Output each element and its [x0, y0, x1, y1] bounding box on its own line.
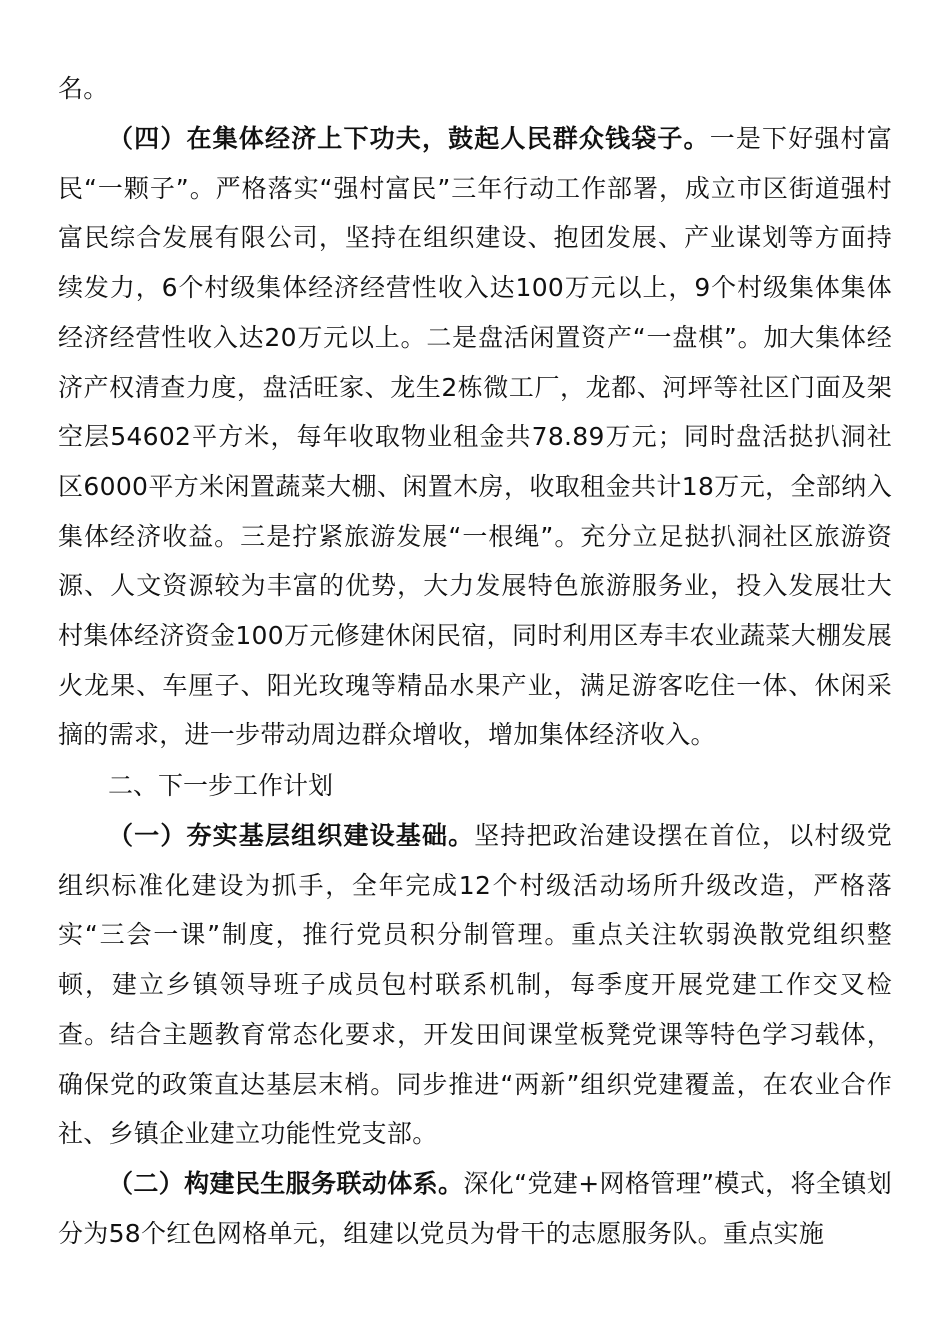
paragraph-body: 一是下好强村富民“一颗子”。严格落实“强村富民”三年行动工作部署，成立市区街道强村富民综合发展有限公司，坚持在组织建设、抱团发展、产业谋划等方面持续发力，6个村级集体经济经营性收入达100万元以上，9个村级集体集体经济经营性收入达20万元以上。二是盘活闲置资产“一盘棋”。加大集体经济产权清查力度，盘活旺家、龙生2栋微工厂，龙都、河坪等社区门面及架空层54602平方米，每年收取物业租金共78.89万元；同时盘活挞扒洞社区6000平方米闲置蔬菜大棚、闲置木房，收取租金共计18万元，全部纳入集体经济收益。三是拧紧旅游发展“一根绳”。充分立足挞扒洞社区旅游资源、人文资源较为丰富的优势，大力发展特色旅游服务业，投入发展壮大村集体经济资金100万元修建休闲民宿，同时利用区寿丰农业蔬菜大棚发展火龙果、车厘子、阳光玫瑰等精品水果产业，满足游客吃住一体、休闲采摘的需求，进一步带动周边群众增收，增加集体经济收入。	[58, 124, 892, 750]
paragraph-livelihood-service	[58, 1159, 892, 1258]
paragraph-text: 名。	[58, 74, 109, 103]
paragraph-grassroots-organization	[58, 811, 892, 1159]
paragraph-title: （一）夯实基层组织建设基础。	[108, 821, 475, 850]
paragraph-body: 深化“党建+网格管理”模式，将全镇划分为58个红色网格单元，组建以党员为骨干的志愿服务队。重点实施	[58, 1169, 892, 1248]
paragraph-continuation	[58, 64, 892, 114]
paragraph-title: （二）构建民生服务联动体系。	[108, 1169, 464, 1198]
section-heading: 二、下一步工作计划	[108, 771, 334, 800]
paragraph-title: （四）在集体经济上下功夫，鼓起人民群众钱袋子。	[108, 124, 710, 153]
paragraph-body: 坚持把政治建设摆在首位，以村级党组织标准化建设为抓手，全年完成12个村级活动场所升级改造，严格落实“三会一课”制度，推行党员积分制管理。重点关注软弱涣散党组织整顿，建立乡镇领导班子成员包村联系机制，每季度开展党建工作交叉检查。结合主题教育常态化要求，开发田间课堂板凳党课等特色学习载体，确保党的政策直达基层末梢。同步推进“两新”组织党建覆盖，在农业合作社、乡镇企业建立功能性党支部。	[58, 821, 892, 1149]
paragraph-collective-economy	[58, 114, 892, 760]
